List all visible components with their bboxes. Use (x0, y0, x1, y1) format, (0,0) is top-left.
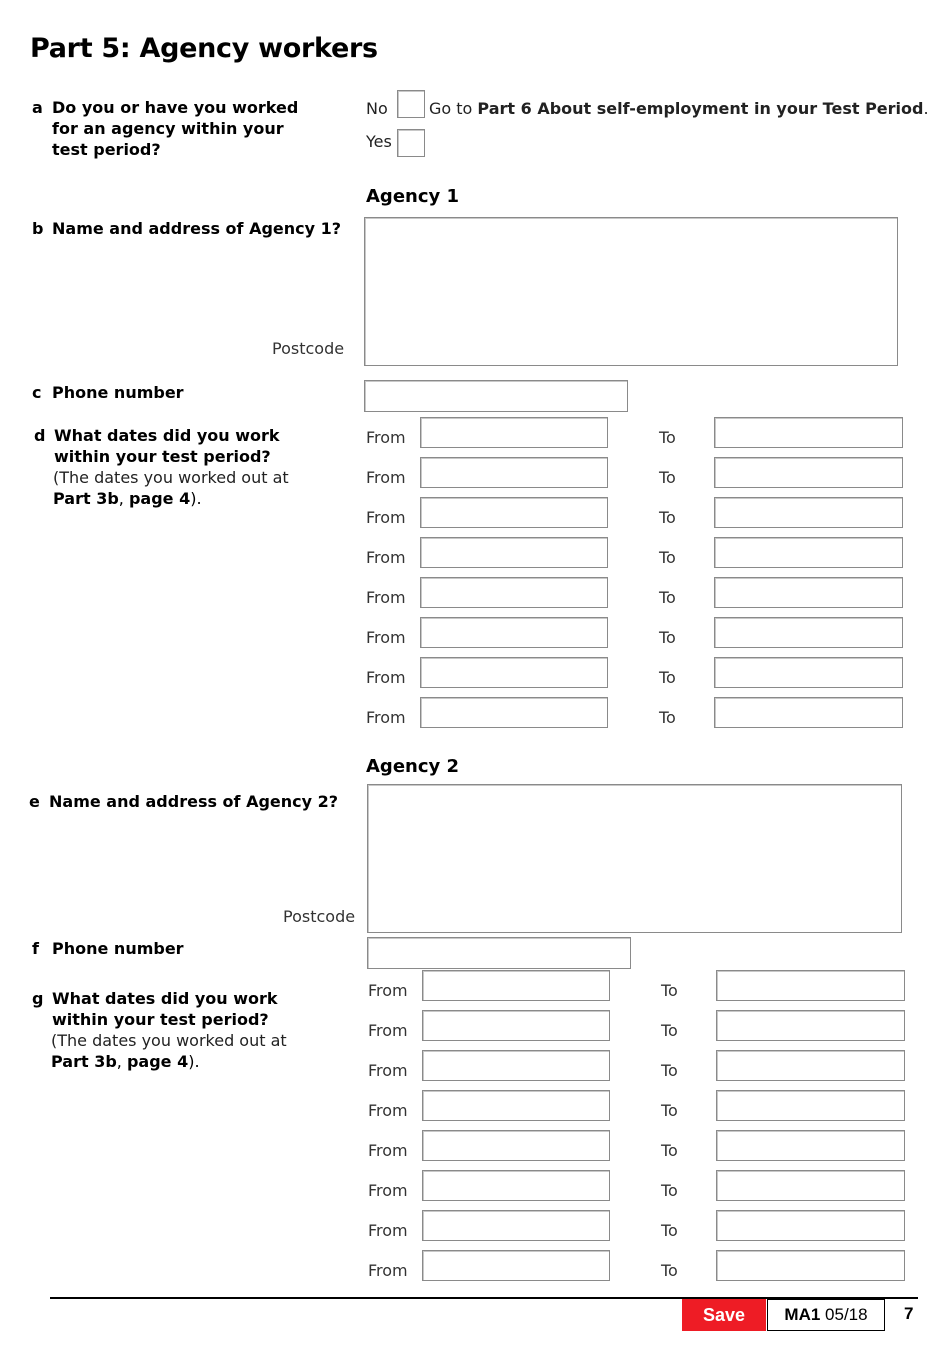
agency-1-from-date-input[interactable] (420, 417, 608, 448)
agency-2-postcode-label: Postcode (283, 907, 356, 926)
agency-2-from-date-input[interactable] (422, 1010, 610, 1041)
agency-1-to-date-input[interactable] (714, 417, 903, 448)
agency-2-from-label: From (368, 1101, 408, 1120)
agency-2-to-date-input[interactable] (716, 1250, 905, 1281)
agency-2-heading: Agency 2 (366, 756, 460, 777)
form-date: 05/18 (825, 1305, 868, 1324)
page-number: 7 (904, 1304, 914, 1323)
yes-label: Yes (366, 132, 392, 151)
agency-1-from-label: From (366, 548, 406, 567)
question-a-text: Do you or have you worked for an agency within your test period? (52, 98, 299, 159)
agency-2-to-label: To (661, 1221, 678, 1240)
agency-1-to-date-input[interactable] (714, 537, 903, 568)
agency-2-from-date-input[interactable] (422, 970, 610, 1001)
agency-2-to-date-input[interactable] (716, 1010, 905, 1041)
save-button[interactable]: Save (682, 1299, 766, 1331)
agency-1-from-date-input[interactable] (420, 457, 608, 488)
agency-1-to-label: To (659, 548, 676, 567)
agency-2-to-label: To (661, 1101, 678, 1120)
agency-2-from-label: From (368, 1261, 408, 1280)
note-end: ). (190, 489, 202, 508)
agency-1-to-label: To (659, 668, 676, 687)
note-part-ref: Part 3b (51, 1052, 117, 1071)
question-g-note (51, 1030, 287, 1072)
form-reference (767, 1299, 885, 1331)
agency-2-from-label: From (368, 1021, 408, 1040)
question-d-note-line-2 (53, 488, 289, 509)
agency-1-to-date-input[interactable] (714, 457, 903, 488)
agency-1-from-date-input[interactable] (420, 537, 608, 568)
agency-2-to-date-input[interactable] (716, 1090, 905, 1121)
question-letter-e: e (29, 792, 40, 811)
page-title: Part 5: Agency workers (30, 33, 378, 64)
agency-1-from-label: From (366, 708, 406, 727)
agency-2-from-date-input[interactable] (422, 1130, 610, 1161)
agency-2-from-date-input[interactable] (422, 1250, 610, 1281)
agency-2-to-date-input[interactable] (716, 1050, 905, 1081)
agency-1-from-label: From (366, 508, 406, 527)
question-d-text: What dates did you work within your test period? (54, 426, 280, 466)
agency-1-to-label: To (659, 508, 676, 527)
agency-1-to-label: To (659, 588, 676, 607)
goto-suffix: . (923, 99, 929, 118)
agency-2-to-label: To (661, 1261, 678, 1280)
agency-1-to-date-input[interactable] (714, 577, 903, 608)
question-c-text: Phone number (52, 383, 184, 402)
agency-2-from-label: From (368, 1141, 408, 1160)
question-letter-a: a (32, 98, 43, 117)
agency-2-address-input[interactable] (367, 784, 902, 933)
agency-1-from-label: From (366, 428, 406, 447)
agency-2-to-label: To (661, 1021, 678, 1040)
agency-2-to-label: To (661, 1181, 678, 1200)
agency-1-to-date-input[interactable] (714, 657, 903, 688)
note-end: ). (188, 1052, 200, 1071)
agency-1-to-label: To (659, 708, 676, 727)
agency-2-to-label: To (661, 981, 678, 1000)
agency-2-from-date-input[interactable] (422, 1170, 610, 1201)
agency-2-to-date-input[interactable] (716, 970, 905, 1001)
agency-1-from-date-input[interactable] (420, 697, 608, 728)
agency-2-from-label: From (368, 981, 408, 1000)
form-code: MA1 (784, 1305, 821, 1324)
agency-1-to-label: To (659, 428, 676, 447)
question-d-note-line-1: (The dates you worked out at (53, 468, 289, 487)
agency-1-heading: Agency 1 (366, 186, 460, 207)
question-f-text: Phone number (52, 939, 184, 958)
note-part-ref: Part 3b (53, 489, 119, 508)
agency-1-to-label: To (659, 628, 676, 647)
agency-2-to-label: To (661, 1061, 678, 1080)
question-letter-f: f (32, 939, 39, 958)
question-d-note (53, 467, 289, 509)
question-g-note-line-2 (51, 1051, 287, 1072)
goto-target: Part 6 About self-employment in your Test Period (477, 99, 924, 118)
note-separator: , (116, 1052, 127, 1071)
question-e-text: Name and address of Agency 2? (49, 792, 339, 811)
agency-2-to-date-input[interactable] (716, 1210, 905, 1241)
no-checkbox[interactable] (397, 90, 425, 118)
goto-instruction (429, 99, 929, 118)
agency-2-from-date-input[interactable] (422, 1210, 610, 1241)
agency-1-phone-input[interactable] (364, 380, 628, 412)
question-letter-d: d (34, 426, 46, 445)
agency-2-to-label: To (661, 1141, 678, 1160)
yes-checkbox[interactable] (397, 129, 425, 157)
agency-2-to-date-input[interactable] (716, 1130, 905, 1161)
agency-2-phone-input[interactable] (367, 937, 631, 969)
agency-1-postcode-label: Postcode (272, 339, 345, 358)
question-b-text: Name and address of Agency 1? (52, 219, 342, 238)
question-g-note-line-1: (The dates you worked out at (51, 1031, 287, 1050)
agency-2-from-date-input[interactable] (422, 1090, 610, 1121)
agency-2-from-date-input[interactable] (422, 1050, 610, 1081)
agency-1-to-date-input[interactable] (714, 697, 903, 728)
agency-1-from-label: From (366, 628, 406, 647)
agency-1-from-label: From (366, 468, 406, 487)
agency-1-to-date-input[interactable] (714, 497, 903, 528)
agency-2-from-label: From (368, 1061, 408, 1080)
note-separator: , (118, 489, 129, 508)
question-g-text: What dates did you work within your test period? (52, 989, 278, 1029)
agency-1-from-label: From (366, 588, 406, 607)
agency-1-from-date-input[interactable] (420, 497, 608, 528)
question-letter-b: b (32, 219, 44, 238)
agency-2-from-label: From (368, 1221, 408, 1240)
goto-prefix: Go to (429, 99, 478, 118)
note-page-ref: page 4 (126, 1052, 189, 1071)
agency-1-from-date-input[interactable] (420, 617, 608, 648)
agency-1-to-label: To (659, 468, 676, 487)
no-label: No (366, 99, 388, 118)
agency-2-from-label: From (368, 1181, 408, 1200)
note-page-ref: page 4 (128, 489, 191, 508)
agency-1-from-date-input[interactable] (420, 577, 608, 608)
question-letter-c: c (32, 383, 42, 402)
agency-1-from-label: From (366, 668, 406, 687)
question-letter-g: g (32, 989, 44, 1008)
agency-1-from-date-input[interactable] (420, 657, 608, 688)
agency-2-to-date-input[interactable] (716, 1170, 905, 1201)
agency-1-to-date-input[interactable] (714, 617, 903, 648)
agency-1-address-input[interactable] (364, 217, 898, 366)
